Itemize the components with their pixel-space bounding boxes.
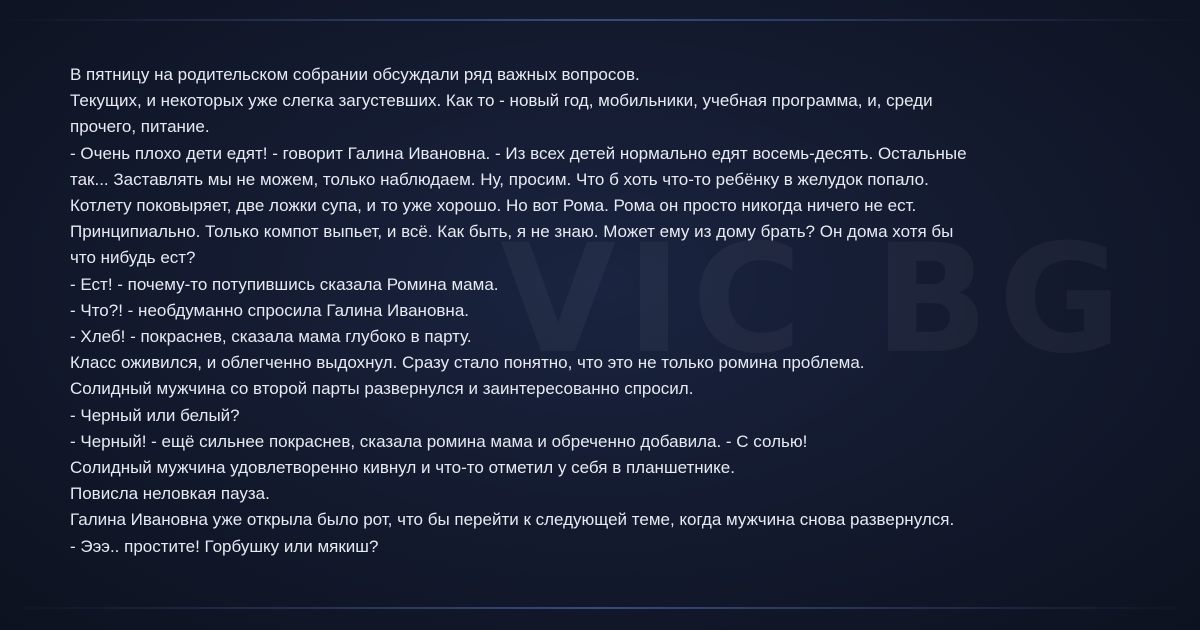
story-line: - Хлеб! - покраснев, сказала мама глубоко в парту. (70, 327, 472, 347)
story-line: - Черный или белый? (70, 405, 240, 425)
story-line: Класс оживился, и облегченно выдохнул. Сразу стало понятно, что это не только ромина проблема. (70, 353, 865, 373)
story-line: - Что?! - необдуманно спросила Галина Ивановна. (70, 300, 469, 320)
story-line: - Эээ.. простите! Горбушку или мякиш? (70, 536, 379, 556)
story-line: Солидный мужчина удовлетворенно кивнул и что-то отметил у себя в планшетнике. (70, 458, 735, 478)
story-line: Принципиально. Только компот выпьет, и всё. Как быть, я не знаю. Может ему из дому брать? Он дома хотя бы (70, 222, 954, 242)
story-line: прочего, питание. (70, 117, 210, 137)
story-line: - Очень плохо дети едят! - говорит Галина Ивановна. - Из всех детей нормально едят восемь-десять. Остальные (70, 143, 967, 163)
story-line: - Ест! - почему-то потупившись сказала Ромина мама. (70, 274, 499, 294)
story-text (70, 62, 1130, 560)
story-line: В пятницу на родительском собрании обсуждали ряд важных вопросов. (70, 65, 640, 84)
story-line: так... Заставлять мы не можем, только наблюдаем. Ну, просим. Что б хоть что-то ребёнку в желудок попало. (70, 169, 929, 189)
story-line: Котлету поковыряет, две ложки супа, и то уже хорошо. Но вот Рома. Рома он просто никогда ничего не ест. (70, 196, 917, 216)
bottom-divider (0, 607, 1200, 609)
story-line: - Черный! - ещё сильнее покраснев, сказала ромина мама и обреченно добавила. - С солью! (70, 431, 808, 451)
story-line: Галина Ивановна уже открыла было рот, что бы перейти к следующей теме, когда мужчина снова развернулся. (70, 510, 955, 530)
story-line: Текущих, и некоторых уже слегка загустевших. Как то - новый год, мобильники, учебная программа, и, среди (70, 91, 933, 111)
story-line: Повисла неловкая пауза. (70, 484, 270, 504)
story-line: что нибудь ест? (70, 248, 196, 268)
story-line: Солидный мужчина со второй парты развернулся и заинтересованно спросил. (70, 379, 694, 399)
top-divider (0, 19, 1200, 21)
